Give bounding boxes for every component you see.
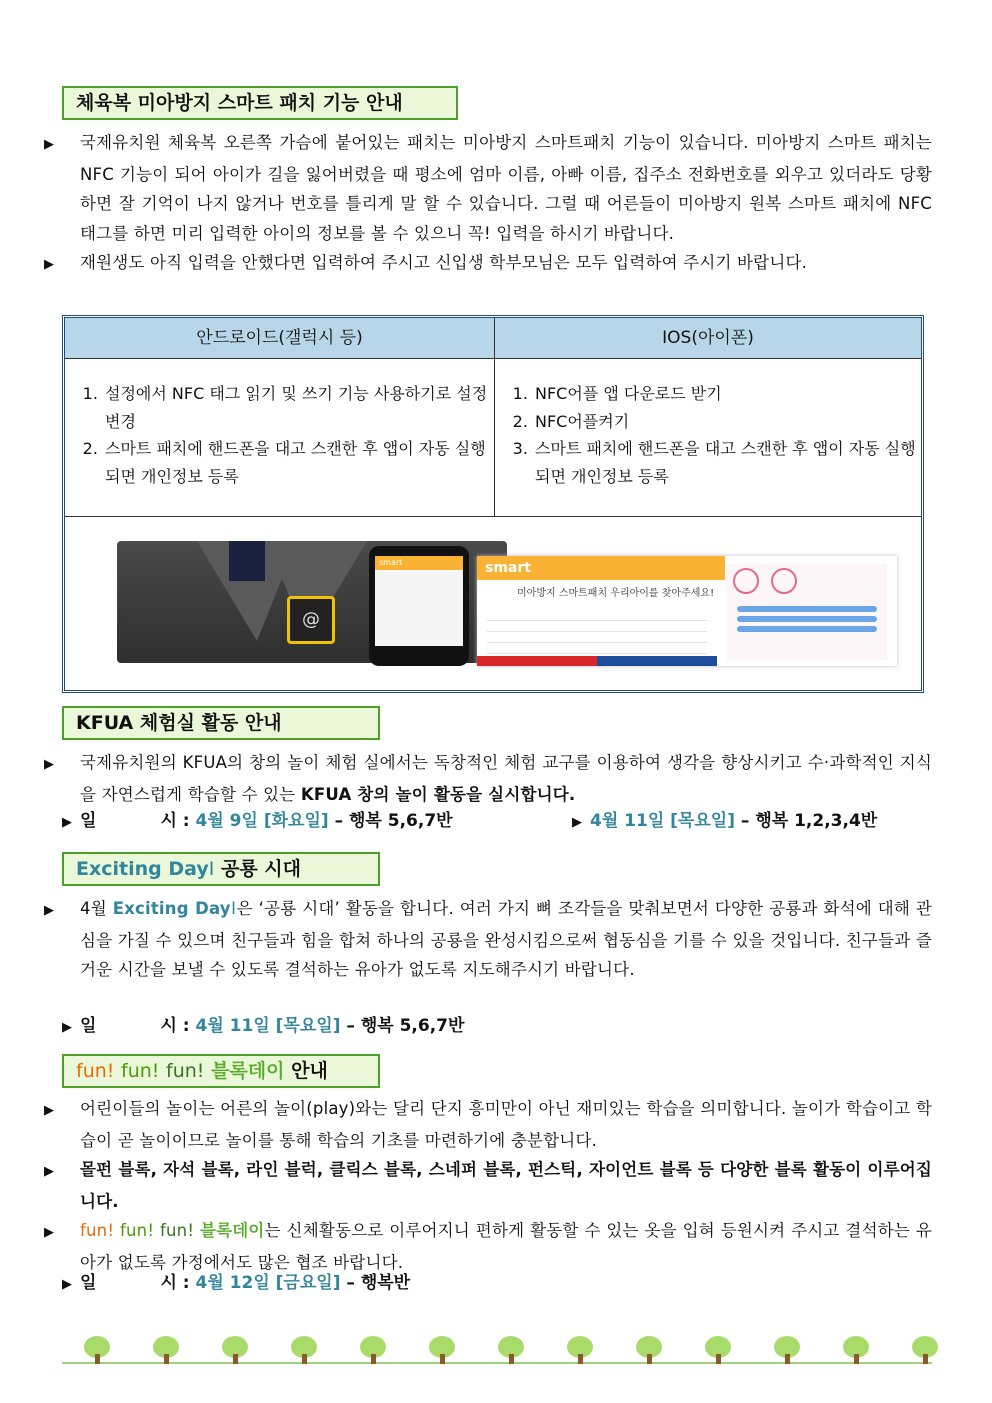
schedule-class: – 행복 1,2,3,4반 <box>740 811 878 831</box>
kfua-paragraph <box>44 748 932 809</box>
title-exciting: Exciting Day <box>76 858 209 880</box>
schedule-label: 일 <box>80 811 97 831</box>
exciting-day-schedule <box>62 1013 464 1041</box>
triangle-right-icon: ▶ <box>44 1164 55 1179</box>
schedule-label: 일 <box>80 1273 97 1293</box>
tree-icon <box>291 1336 317 1364</box>
paragraph <box>44 128 932 248</box>
android-steps-cell <box>69 380 489 490</box>
exciting-day-paragraph <box>44 894 932 985</box>
title-roman: Ⅰ <box>208 858 215 880</box>
tree-icon <box>360 1336 386 1364</box>
paragraph <box>44 894 932 985</box>
list-item: 3. 스마트 패치에 핸드폰을 대고 스캔한 후 앱이 자동 실행되면 개인정보 등록 <box>533 435 919 490</box>
fun-text: fun! <box>160 1221 195 1240</box>
tree-icon <box>153 1336 179 1364</box>
schedule-label: 시 : <box>160 1273 190 1293</box>
app-screen-card <box>477 556 897 666</box>
triangle-right-icon: ▶ <box>62 1277 72 1292</box>
schedule-date: 4월 11일 [목요일] <box>590 811 735 831</box>
card-button <box>737 626 877 632</box>
paragraph-text: 재원생도 아직 입력을 안했다면 입력하여 주시고 신입생 학부모님은 모두 입력하여 주시기 바랍니다. <box>80 253 808 272</box>
title-fun: fun! <box>76 1060 115 1082</box>
card-footer-red <box>477 656 597 666</box>
android-steps-list <box>69 380 489 490</box>
tree-icon <box>84 1336 110 1364</box>
paragraph <box>44 1216 932 1277</box>
paragraph-text: 4월 <box>80 899 113 918</box>
smart-patch-illustration <box>117 538 897 668</box>
nfc-instructions-table <box>62 315 924 693</box>
smart-patch-paragraphs <box>44 128 932 280</box>
tree-icon <box>774 1336 800 1364</box>
header-ios: IOS(아이폰) <box>662 328 754 348</box>
list-item: 1. 설정에서 NFC 태그 읽기 및 쓰기 기능 사용하기로 설정 변경 <box>103 380 489 435</box>
schedule-label: 일 <box>80 1016 97 1036</box>
tree-icon <box>429 1336 455 1364</box>
tree-icon <box>705 1336 731 1364</box>
section-title-text: KFUA 체험실 활동 안내 <box>76 712 282 734</box>
block-day-schedule <box>62 1270 410 1298</box>
tree-icon <box>912 1336 938 1364</box>
paragraph <box>44 1155 932 1216</box>
title-block-day: 블록데이 <box>211 1060 285 1082</box>
fun-text: fun! <box>80 1221 115 1240</box>
triangle-right-icon: ▶ <box>44 257 55 272</box>
list-item: 1. NFC어플 앱 다운로드 받기 <box>533 380 919 408</box>
tree-icon <box>567 1336 593 1364</box>
shirt <box>229 541 265 581</box>
block-day-text: 블록데이 <box>200 1221 265 1240</box>
schedule-class: – 행복반 <box>346 1273 411 1293</box>
triangle-right-icon: ▶ <box>44 1225 55 1240</box>
triangle-right-icon: ▶ <box>44 137 55 152</box>
title-topic: 공룡 시대 <box>220 858 302 880</box>
title-fun: fun! <box>121 1060 160 1082</box>
tree-icon <box>636 1336 662 1364</box>
schedule-label: 시 : <box>160 1016 190 1036</box>
nfc-icon: @ <box>287 596 335 644</box>
paragraph-text: 국제유치원 체육복 오른쪽 가슴에 붙어있는 패치는 미아방지 스마트패치 기능이 있습니다. 미아방지 스마트 패치는 NFC 기능이 되어 아이가 길을 잃어버렸을 때 평소에 엄마 이름, 아빠 이름, 집주소 전화번호를 외우고 있더라도 당황하면 잘 기억이 나지 않거나 번호를 틀리게 말 할 수 있습니다. 그럴 때 어른들이 미아방지 원복 스마트 패치에 NFC 태그를 하면 미리 입력한 아이의 정보를 볼 수 있으니 꼭! 입력을 하시기 바랍니다. <box>80 133 932 243</box>
tree-icon <box>843 1336 869 1364</box>
header-android: 안드로이드(갤럭시 등) <box>196 328 363 348</box>
paragraph-roman: Ⅰ <box>230 899 237 918</box>
kfua-schedule <box>62 808 453 836</box>
schedule-date: 4월 9일 [화요일] <box>195 811 329 831</box>
section-title-kfua <box>62 706 380 740</box>
tree-icon <box>498 1336 524 1364</box>
circle-icon <box>771 568 797 594</box>
paragraph-bold-text: KFUA 창의 놀이 활동을 실시합니다. <box>300 784 576 804</box>
triangle-right-icon: ▶ <box>44 1103 55 1118</box>
card-brand: smart <box>477 556 725 580</box>
triangle-right-icon: ▶ <box>572 815 582 830</box>
schedule-class: – 행복 5,6,7반 <box>346 1016 465 1036</box>
tree-icon <box>222 1336 248 1364</box>
triangle-right-icon: ▶ <box>62 815 72 830</box>
triangle-right-icon: ▶ <box>44 757 55 772</box>
card-button <box>737 606 877 612</box>
schedule-label: 시 : <box>160 811 190 831</box>
table-header <box>65 318 921 359</box>
triangle-right-icon: ▶ <box>62 1020 72 1035</box>
triangle-right-icon: ▶ <box>44 903 55 918</box>
paragraph-text: 은 ‘공룡 시대’ 활동을 합니다. 여러 가지 뼈 조각들을 맞춰보면서 다양한 공룡과 화석에 대해 관심을 가질 수 있으며 친구들과 힘을 합쳐 하나의 공룡을 완성시킴으로써 협동심을 기를 수 있을 것입니다. 친구들과 즐거운 시간을 보낼 수 있도록 결석하는 유아가 없도록 지도해주시기 바랍니다. <box>80 899 932 979</box>
smartphone-image <box>369 546 469 666</box>
block-day-paragraphs <box>44 1094 932 1277</box>
title-fun: fun! <box>166 1060 205 1082</box>
paragraph-text: 국제유치원의 KFUA의 창의 놀이 체험 실에서는 독창적인 체험 교구를 이용하여 생각을 향상시키고 수·과학적인 지식을 자연스럽게 학습할 수 있는 <box>80 753 932 804</box>
card-footer-blue <box>597 656 717 666</box>
list-item: 2. NFC어플켜기 <box>533 408 919 436</box>
phone-app-bar: smart <box>375 556 463 570</box>
section-title-exciting-day <box>62 852 380 886</box>
schedule-date: 4월 12일 [금요일] <box>195 1273 341 1293</box>
schedule-date: 4월 11일 [목요일] <box>195 1016 341 1036</box>
column-divider <box>494 318 495 517</box>
ground-line <box>62 1362 932 1364</box>
row-divider <box>65 516 921 517</box>
phone-screen <box>375 556 463 646</box>
tree-border-decoration <box>62 1332 932 1372</box>
section-title-text: 체육복 미아방지 스마트 패치 기능 안내 <box>76 92 403 114</box>
fun-text: fun! <box>120 1221 155 1240</box>
paragraph-text: 몰펀 블록, 자석 블록, 라인 블럭, 클릭스 블록, 스네퍼 블록, 펀스틱, 자이언트 블록 등 다양한 블록 활동이 이루어집니다. <box>80 1160 932 1211</box>
paragraph <box>44 248 932 280</box>
paragraph <box>44 1094 932 1155</box>
ios-steps-list <box>499 380 919 490</box>
section-title-block-day <box>62 1054 380 1088</box>
list-item: 2. 스마트 패치에 핸드폰을 대고 스캔한 후 앱이 자동 실행되면 개인정보 등록 <box>103 435 489 490</box>
circle-icon <box>733 568 759 594</box>
ios-steps-cell <box>499 380 919 490</box>
kfua-schedule-2 <box>572 808 877 836</box>
paragraph <box>44 748 932 809</box>
schedule-class: – 행복 5,6,7반 <box>334 811 453 831</box>
paragraph-text: 는 신체활동으로 이루어지니 편하게 활동할 수 있는 옷을 입혀 등원시켜 주시고 결석하는 유아가 없도록 가정에서도 많은 협조 바랍니다. <box>80 1221 932 1272</box>
title-rest: 안내 <box>291 1060 328 1082</box>
card-subtitle: 미아방지 스마트패치 우리아이를 찾아주세요! <box>517 588 715 599</box>
card-button <box>737 616 877 622</box>
paragraph-text: 어린이들의 놀이는 어른의 놀이(play)와는 달리 단지 흥미만이 아닌 재미있는 학습을 의미합니다. 놀이가 학습이고 학습이 곧 놀이이므로 놀이를 통해 학습의 기초를 마련하기에 충분합니다. <box>80 1099 932 1150</box>
card-right-panel <box>727 564 887 660</box>
paragraph-highlight: Exciting Day <box>112 899 231 918</box>
section-title-smart-patch <box>62 86 458 120</box>
